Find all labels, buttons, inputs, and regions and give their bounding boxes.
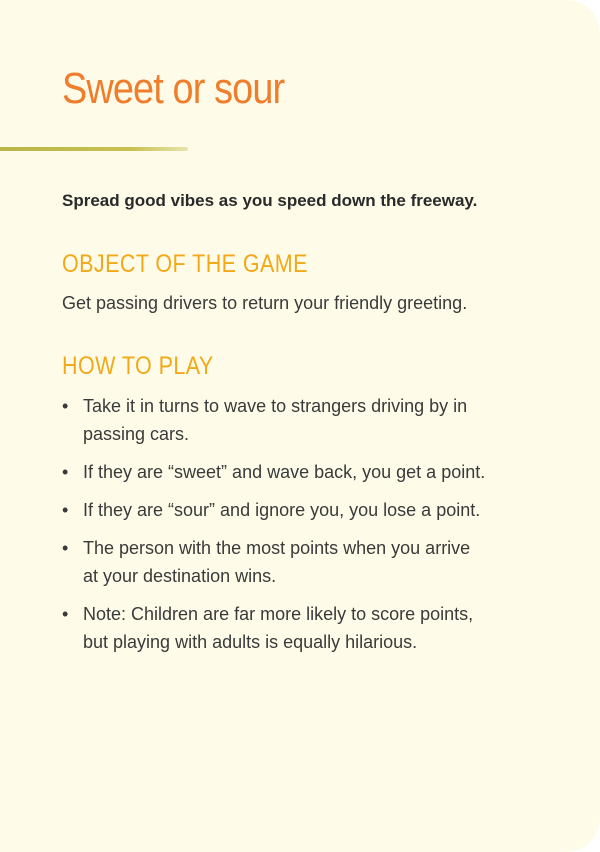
how-to-play-list bbox=[62, 392, 522, 666]
list-item-line: but playing with adults is equally hilarious. bbox=[83, 632, 418, 652]
list-item-line: The person with the most points when you arrive bbox=[83, 538, 471, 558]
list-item-line: Take it in turns to wave to strangers driving by in bbox=[83, 396, 468, 416]
list-item-line: Note: Children are far more likely to score points, bbox=[83, 604, 474, 624]
card-intro: Spread good vibes as you speed down the freeway. bbox=[62, 191, 478, 210]
list-item-text bbox=[83, 458, 522, 486]
object-text: Get passing drivers to return your friendly greeting. bbox=[62, 293, 468, 313]
list-item bbox=[62, 600, 522, 656]
card-title: Sweet or sour bbox=[62, 64, 285, 113]
list-item-line: passing cars. bbox=[83, 424, 190, 444]
list-item-text bbox=[83, 600, 522, 656]
list-item-line: If they are “sour” and ignore you, you lose a point. bbox=[83, 500, 481, 520]
object-heading: OBJECT OF THE GAME bbox=[62, 250, 308, 278]
list-item-text bbox=[83, 392, 522, 448]
how-to-play-heading: HOW TO PLAY bbox=[62, 352, 214, 380]
bullet-icon: • bbox=[62, 604, 69, 624]
list-item-text bbox=[83, 496, 522, 524]
list-item bbox=[62, 458, 522, 486]
bullet-icon: • bbox=[62, 462, 69, 482]
list-item bbox=[62, 534, 522, 590]
bullet-icon: • bbox=[62, 500, 69, 520]
bullet-icon: • bbox=[62, 396, 69, 416]
bullet-icon: • bbox=[62, 538, 69, 558]
list-item bbox=[62, 392, 522, 448]
list-item bbox=[62, 496, 522, 524]
list-item-line: at your destination wins. bbox=[83, 566, 277, 586]
title-underline-rule bbox=[0, 147, 188, 151]
list-item-line: If they are “sweet” and wave back, you get a point. bbox=[83, 462, 486, 482]
list-item-text bbox=[83, 534, 522, 590]
